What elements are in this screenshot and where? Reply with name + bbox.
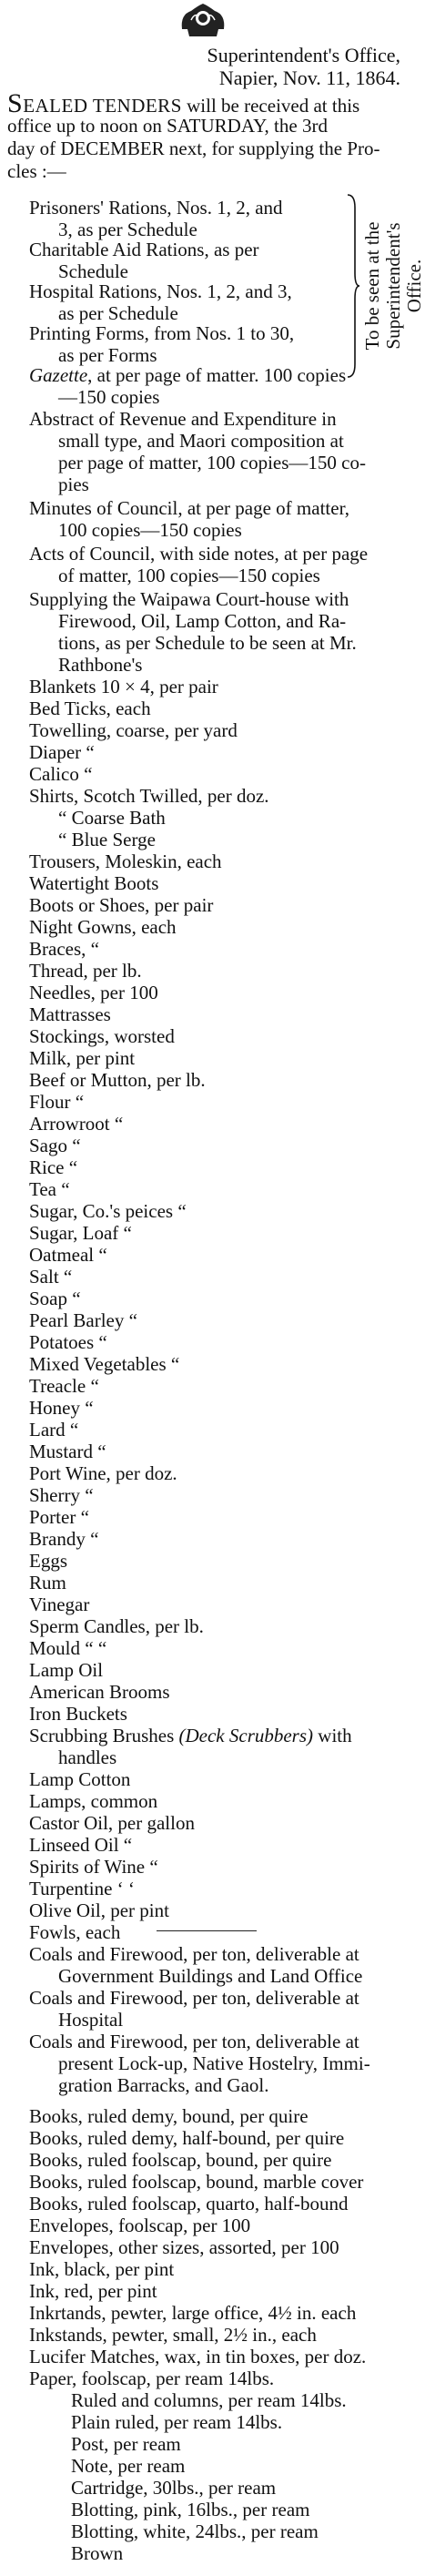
item-line: Coals and Firewood, per ton, deliverable at [29,2031,359,2052]
item-line: Sugar, Loaf “ [29,1222,132,1244]
item-line: Watertight Boots [29,872,159,894]
item-line: Braces, “ [29,938,99,960]
item-line: as per Forms [58,344,157,366]
item-line [29,1725,352,1746]
item-line: Lamp Cotton [29,1768,131,1790]
item-line: Books, ruled demy, half-bound, per quire [29,2127,345,2149]
item-line: 100 copies—150 copies [58,519,242,541]
item-line: Trousers, Moleskin, each [29,850,222,872]
item-line: Paper, foolscap, per ream 14lbs. [29,2367,275,2389]
item-line: Mustard “ [29,1441,106,1462]
item-line: Acts of Council, with side notes, at per page [29,543,369,565]
item-line: “ Blue Serge [58,829,156,850]
item-line: Note, per ream [71,2455,186,2477]
item-line: per page of matter, 100 copies—150 co- [58,452,366,473]
item-line: Towelling, coarse, per yard [29,719,238,741]
item-line: Rum [29,1572,66,1593]
item-line: Bed Ticks, each [29,697,151,719]
item-line: Calico “ [29,763,93,785]
item-line [29,364,346,386]
item-line: Firewood, Oil, Lamp Cotton, and Ra- [58,610,347,632]
item-line: Fowls, each [29,1921,121,1943]
item-line: Milk, per pint [29,1047,136,1069]
item-line: Hospital Rations, Nos. 1, 2, and 3, [29,280,292,302]
item-line: American Brooms [29,1681,170,1703]
item-line: Iron Buckets [29,1703,127,1725]
item-line: Night Gowns, each [29,916,177,938]
item-line: Eggs [29,1550,67,1572]
item-line: 3, as per Schedule [58,219,197,240]
item-line: Ink, black, per pint [29,2258,175,2280]
item-line: Brown [71,2542,124,2564]
item-line: Shirts, Scotch Twilled, per doz. [29,785,269,807]
item-line: Soap “ [29,1288,81,1309]
item-line: Ruled and columns, per ream 14lbs. [71,2389,347,2411]
item-line: Inkrtands, pewter, large office, 4½ in. each [29,2302,357,2324]
item-line: Boots or Shoes, per pair [29,894,214,916]
item-line: tions, as per Schedule to be seen at Mr. [58,632,357,654]
item-line: —150 copies [58,386,160,408]
notice-intro-line-4: cles :— [7,160,66,182]
notice-intro-line-1: SEALED TENDERS will be received at this [7,88,360,118]
item-line: Tea “ [29,1178,70,1200]
item-line: Blotting, white, 24lbs., per ream [71,2520,319,2542]
item-line: Flour “ [29,1091,85,1113]
item-line-part: Gazette [29,364,88,386]
item-line: Inkstands, pewter, small, 2½ in., each [29,2324,317,2346]
item-line: Blankets 10 × 4, per pair [29,676,218,697]
item-line: Rathbone's [58,654,143,676]
item-line: Envelopes, foolscap, per 100 [29,2215,251,2236]
item-line: Coals and Firewood, per ton, deliverable at [29,1987,359,2009]
item-line: Coals and Firewood, per ton, deliverable at [29,1943,359,1965]
item-line: Books, ruled foolscap, quarto, half-bound [29,2193,349,2215]
item-line: Post, per ream [71,2433,181,2455]
item-line: Sperm Candles, per lb. [29,1615,204,1637]
item-line: Diaper “ [29,741,95,763]
item-line: Port Wine, per doz. [29,1462,177,1484]
section-divider [157,1930,257,1931]
item-line: Castor Oil, per gallon [29,1812,195,1834]
item-line: Spirits of Wine “ [29,1856,158,1878]
item-line: Envelopes, other sizes, assorted, per 100 [29,2236,339,2258]
item-line: Schedule [58,260,128,282]
item-line: pies [58,473,89,495]
item-line: Stockings, worsted [29,1025,175,1047]
item-line: Charitable Aid Rations, as per [29,239,259,260]
item-line: present Lock-up, Native Hostelry, Immi- [58,2052,370,2074]
item-line-part: Scrubbing Brushes [29,1725,179,1746]
item-line: Lard “ [29,1419,79,1441]
item-line: Honey “ [29,1397,94,1419]
royal-crest-icon [178,2,228,38]
item-line: Ink, red, per pint [29,2280,157,2302]
item-line: Books, ruled foolscap, bound, marble cover [29,2171,364,2193]
item-line: Treacle “ [29,1375,99,1397]
item-line: handles [58,1746,117,1768]
item-line: Arrowroot “ [29,1113,124,1135]
item-line-part: with [313,1725,352,1746]
item-line: Olive Oil, per pint [29,1899,169,1921]
office-date: Napier, Nov. 11, 1864. [218,66,400,89]
item-line: Mattrasses [29,1003,111,1025]
item-line: Mixed Vegetables “ [29,1353,180,1375]
item-line: gration Barracks, and Gaol. [58,2074,269,2096]
item-line: Sago “ [29,1135,81,1156]
item-line: of matter, 100 copies—150 copies [58,565,320,586]
item-line: Sherry “ [29,1484,94,1506]
item-line: Oatmeal “ [29,1244,107,1266]
notice-intro-line-3: day of DECEMBER next, for supplying the Pro- [7,137,380,159]
item-line-part: (Deck Scrubbers) [178,1725,314,1746]
item-line: Abstract of Revenue and Expenditure in [29,408,337,430]
item-line: Supplying the Waipawa Court-house with [29,588,349,610]
item-line: Printing Forms, from Nos. 1 to 30, [29,322,295,344]
item-line: Linseed Oil “ [29,1834,133,1856]
item-line: Plain ruled, per ream 14lbs. [71,2411,283,2433]
item-line: Minutes of Council, at per page of matter, [29,497,349,519]
item-line: Rice “ [29,1156,78,1178]
item-line: Lucifer Matches, wax, in tin boxes, per doz. [29,2346,367,2367]
item-line: Brandy “ [29,1528,99,1550]
item-line: Salt “ [29,1266,73,1288]
item-line: Government Buildings and Land Office [58,1965,363,1987]
item-line: Turpentine ‘ ‘ [29,1878,135,1899]
item-line: Sugar, Co.'s peices “ [29,1200,187,1222]
item-line: Books, ruled foolscap, bound, per quire [29,2149,332,2171]
item-line: Vinegar [29,1593,90,1615]
item-line: Lamps, common [29,1790,158,1812]
item-line: Needles, per 100 [29,982,158,1003]
item-line: Blotting, pink, 16lbs., per ream [71,2499,310,2520]
item-line: Hospital [58,2009,124,2031]
item-line-part: , at per page of matter. 100 copies [87,364,347,386]
item-line: Cartridge, 30lbs., per ream [71,2477,277,2499]
item-line: Potatoes “ [29,1331,107,1353]
item-line: Beef or Mutton, per lb. [29,1069,206,1091]
right-brace-icon [346,193,360,379]
item-line: Books, ruled demy, bound, per quire [29,2105,309,2127]
item-line: Thread, per lb. [29,960,142,982]
office-name: Superintendent's Office, [207,44,400,66]
item-line: Mould “ “ [29,1637,107,1659]
item-line: Lamp Oil [29,1659,104,1681]
item-line: Pearl Barley “ [29,1309,137,1331]
margin-note: To be seen at the Superintendent's Office. [361,221,425,351]
item-line: Prisoners' Rations, Nos. 1, 2, and [29,197,283,219]
item-line: as per Schedule [58,302,178,324]
notice-intro-line-2: office up to noon on SATURDAY, the 3rd [7,115,328,137]
item-line: small type, and Maori composition at [58,430,344,452]
item-line: Porter “ [29,1506,89,1528]
item-line: “ Coarse Bath [58,807,166,829]
